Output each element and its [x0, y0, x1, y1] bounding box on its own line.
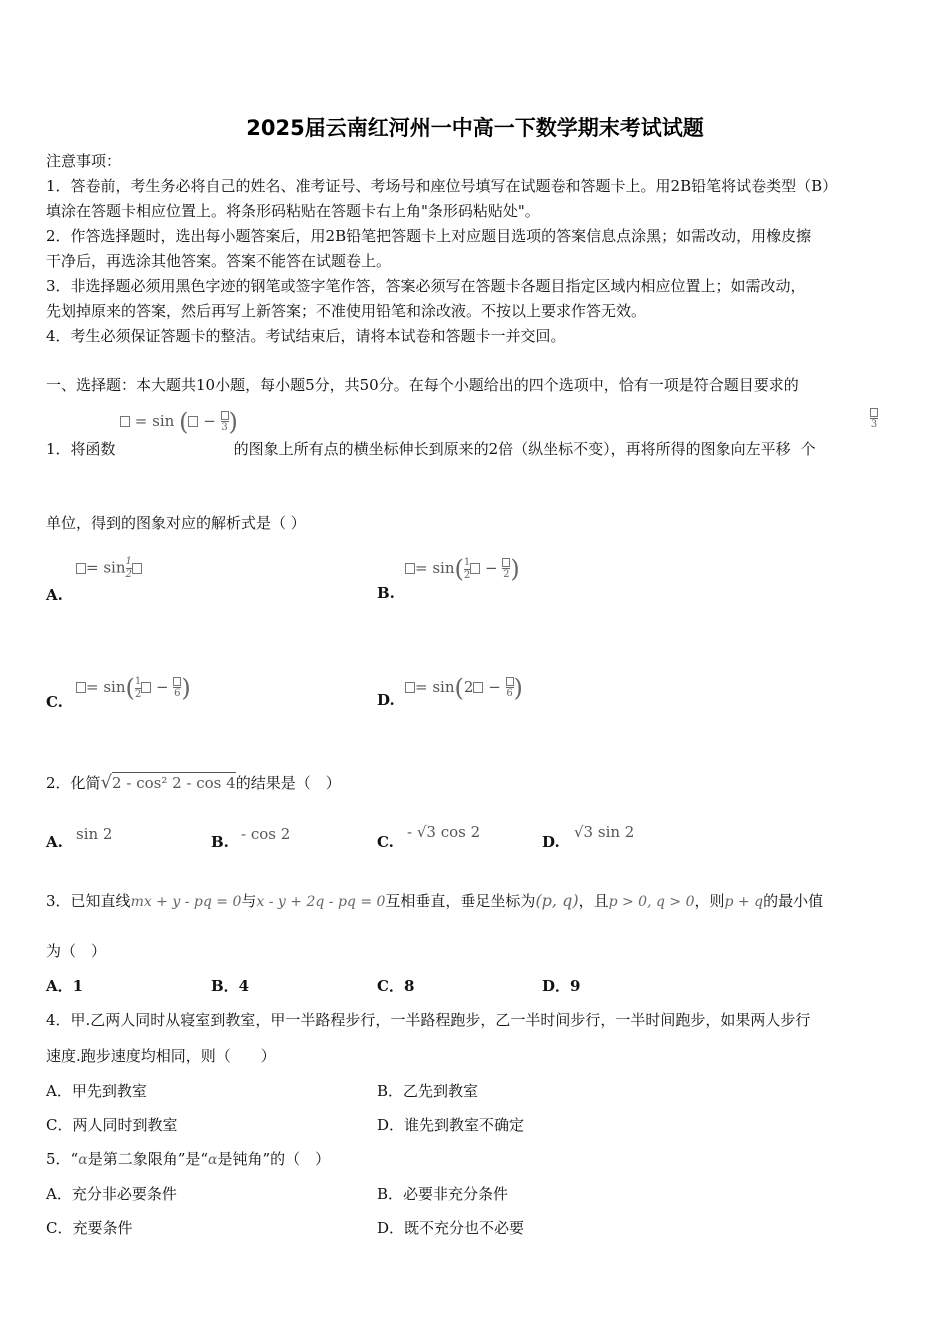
notice-line: 干净后，再选涂其他答案。答案不能答在试题卷上。 [46, 252, 392, 270]
q1-option-b-label[interactable]: B. [377, 584, 395, 602]
q3-pre: 已知直线 [70, 892, 131, 910]
q1-option-d-label[interactable]: D. [377, 691, 395, 709]
q1-option-a-formula: = sin $\frac{1}{2}$ [76, 557, 142, 580]
notice-line: 填涂在答题卡相应位置上。将条形码粘贴在答题卡右上角"条形码粘贴处"。 [46, 202, 540, 220]
expression: p + q [724, 894, 764, 910]
q1-option-c-formula: = sin( $\frac{1}{2}$ − 6 ) [76, 674, 191, 702]
q1-mid: 的图象上所有点的横坐标伸长到原来的2倍（纵坐标不变），再将所得的图象向左平移 [233, 440, 791, 458]
q5-post: 是钝角”的（ ） [217, 1150, 331, 1168]
question-number: 2． [46, 774, 71, 792]
foot-point: (p, q) [535, 891, 579, 910]
q4-stem-line2: 速度.跑步速度均相同，则（ ） [46, 1047, 276, 1065]
notice-heading: 注意事项： [46, 152, 122, 170]
formula-text: = sin [134, 412, 175, 430]
q3-and: 与 [241, 892, 257, 910]
q2-stem: 2．化简√2 - cos² 2 - cos 4的结果是（ ） [46, 772, 341, 793]
notice-line: 4．考生必须保证答题卡的整洁。考试结束后，请将本试卷和答题卡一并交回。 [46, 327, 566, 345]
q1-option-b-formula: = sin( $\frac{1}{2}$ − 2 ) [405, 555, 520, 583]
q1-shift-fraction: 3 [870, 408, 878, 430]
q4-option-a[interactable]: A．甲先到教室 [46, 1082, 147, 1100]
q1-stem-line2: 单位，得到的图象对应的解析式是（ ） [46, 514, 306, 532]
q2-option-a-value: sin 2 [76, 825, 113, 843]
q2-radicand: 2 - cos² 2 - cos 4 [112, 774, 236, 792]
q1-option-c-label[interactable]: C. [46, 693, 63, 711]
line-2: x - y + 2q - pq = 0 [256, 894, 386, 910]
q2-pre: 化简 [70, 774, 101, 792]
q2-post: 的结果是（ ） [235, 774, 341, 792]
paren: ) [228, 408, 238, 436]
q4-option-b[interactable]: B．乙先到教室 [377, 1082, 479, 1100]
notice-line: 2．作答选择题时，选出每小题答案后，用2B铅笔把答题卡上对应题目选项的答案信息点涂黑；如需改动，用橡皮擦 [46, 227, 812, 245]
notice-line: 1．答卷前，考生务必将自己的姓名、准考证号、考场号和座位号填写在试题卷和答题卡上。用2B铅笔将试卷类型（B） [46, 177, 838, 195]
q5-option-a[interactable]: A．充分非必要条件 [46, 1185, 177, 1203]
q5-option-c[interactable]: C．充要条件 [46, 1219, 133, 1237]
q3-mid: 互相垂直，垂足坐标为 [385, 892, 536, 910]
q1-stem [46, 438, 816, 460]
q3-option-a[interactable]: A．1 [46, 977, 84, 995]
q4-stem: 4．甲.乙两人同时从寝室到教室，甲一半路程步行，一半路程跑步，乙一半时间步行，一半时间跑步，如果两人步行 [46, 1011, 811, 1029]
page-title: 2025届云南红河州一中高一下数学期末考试试题 [246, 116, 704, 140]
notice-line: 3．非选择题必须用黑色字迹的钢笔或签字笔作答，答案必须写在答题卡各题目指定区域内相应位置上；如需改动， [46, 277, 806, 295]
q1-option-d-formula: = sin(2 − 6 ) [405, 674, 523, 702]
q5-option-b[interactable]: B．必要非充分条件 [377, 1185, 509, 1203]
q3-stem-line2: 为（ ） [46, 942, 107, 960]
q5-quote: “ [70, 1150, 79, 1168]
q5-option-d[interactable]: D．既不充分也不必要 [377, 1219, 525, 1237]
paren: ( [179, 408, 189, 436]
q2-option-d-value: √3 sin 2 [574, 823, 635, 841]
q2-option-b-label[interactable]: B. [211, 833, 229, 851]
q5-mid: 是第二象限角”是“ [87, 1150, 209, 1168]
alpha-symbol: α [208, 1152, 218, 1168]
question-number: 5． [46, 1150, 71, 1168]
q1-option-a-label[interactable]: A. [46, 586, 63, 604]
question-number: 3． [46, 892, 71, 910]
q1-pre: 将函数 [70, 440, 116, 458]
q3-option-b[interactable]: B．4 [211, 977, 250, 995]
q4-option-d[interactable]: D．谁先到教室不确定 [377, 1116, 525, 1134]
condition: p > 0, q > 0 [608, 894, 695, 910]
fraction: 3 [221, 411, 229, 433]
q3-option-c[interactable]: C．8 [377, 977, 415, 995]
symbol-box [188, 416, 198, 427]
q4-option-c[interactable]: C．两人同时到教室 [46, 1116, 178, 1134]
q3-post: 的最小值 [763, 892, 824, 910]
q2-option-d-label[interactable]: D. [542, 833, 560, 851]
q3-stem [46, 890, 823, 913]
alpha-symbol: α [78, 1152, 88, 1168]
q3-then: ，则 [694, 892, 725, 910]
q2-option-c-value: - √3 cos 2 [407, 823, 481, 841]
q5-stem [46, 1148, 330, 1171]
line-1: mx + y - pq = 0 [130, 894, 242, 910]
notice-line: 先划掉原来的答案，然后再写上新答案；不准使用铅笔和涂改液。不按以上要求作答无效。 [46, 302, 647, 320]
section-heading: 一、选择题：本大题共10小题，每小题5分，共50分。在每个小题给出的四个选项中，恰有一项是符合题目要求的 [46, 376, 799, 394]
q3-option-d[interactable]: D．9 [542, 977, 581, 995]
q2-option-a-label[interactable]: A. [46, 833, 63, 851]
q2-option-b-value: - cos 2 [241, 825, 291, 843]
question-number: 1． [46, 440, 71, 458]
q3-cond-pre: ，且 [578, 892, 609, 910]
q1-post: 个 [800, 440, 816, 458]
symbol-box [120, 416, 130, 427]
q2-option-c-label[interactable]: C. [377, 833, 394, 851]
q1-formula: = sin ( − 3 ) [120, 408, 238, 436]
